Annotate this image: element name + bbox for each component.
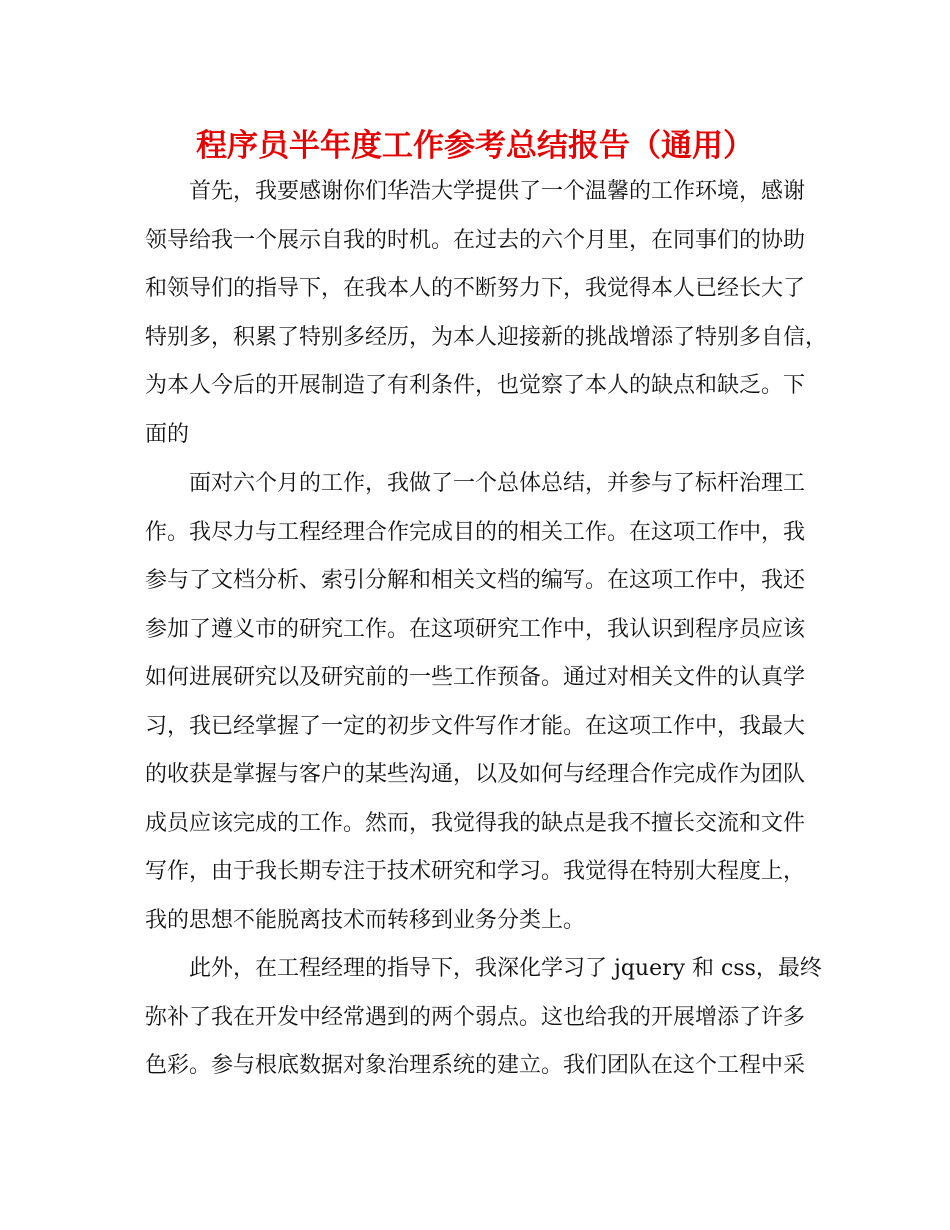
paragraph-line: 此外，在工程经理的指导下，我深化学习了 jquery 和 css，最终 — [189, 956, 822, 981]
paragraph-line: 习，我已经掌握了一定的初步文件写作才能。在这项工作中，我最大 — [145, 713, 806, 739]
document-title: 程序员半年度工作参考总结报告（通用） — [196, 128, 754, 164]
paragraph-line: 为本人今后的开展制造了有利条件，也觉察了本人的缺点和缺乏。下 — [145, 373, 806, 398]
paragraph-line: 面对六个月的工作，我做了一个总体总结，并参与了标杆治理工 — [189, 471, 806, 496]
paragraph-1 — [145, 168, 828, 459]
paragraph-line: 参与了文档分析、索引分解和相关文档的编写。在这项工作中，我还 — [145, 568, 806, 593]
paragraph-line: 我的思想不能脱离技术而转移到业务分类上。 — [145, 907, 586, 933]
paragraph-line: 面的 — [145, 421, 190, 447]
paragraph-line: 色彩。参与根底数据对象治理系统的建立。我们团队在这个工程中采 — [145, 1053, 806, 1078]
paragraph-line: 作。我尽力与工程经理合作完成目的的相关工作。在这项工作中，我 — [145, 519, 806, 545]
paragraph-line: 和领导们的指导下，在我本人的不断努力下，我觉得本人已经长大了 — [145, 276, 806, 301]
paragraph-line: 的收获是掌握与客户的某些沟通，以及如何与经理合作完成作为团队 — [145, 762, 806, 787]
paragraph-line: 成员应该完成的工作。然而，我觉得我的缺点是我不擅长交流和文件 — [145, 810, 806, 836]
paragraph-line: 特别多，积累了特别多经历，为本人迎接新的挑战增添了特别多自信， — [145, 324, 828, 350]
paragraph-line: 如何进展研究以及研究前的一些工作预备。通过对相关文件的认真学 — [145, 665, 806, 690]
paragraph-line: 写作，由于我长期专注于技术研究和学习。我觉得在特别大程度上， — [145, 859, 806, 884]
paragraph-line: 首先，我要感谢你们华浩大学提供了一个温馨的工作环境，感谢 — [189, 179, 806, 204]
paragraph-2 — [145, 460, 813, 945]
paragraph-line: 参加了遵义市的研究工作。在这项研究工作中，我认识到程序员应该 — [145, 616, 806, 642]
paragraph-3 — [145, 945, 822, 1091]
paragraph-line: 领导给我一个展示自我的时机。在过去的六个月里，在同事们的协助 — [145, 227, 806, 253]
paragraph-line: 弥补了我在开发中经常遇到的两个弱点。这也给我的开展增添了许多 — [145, 1004, 806, 1030]
